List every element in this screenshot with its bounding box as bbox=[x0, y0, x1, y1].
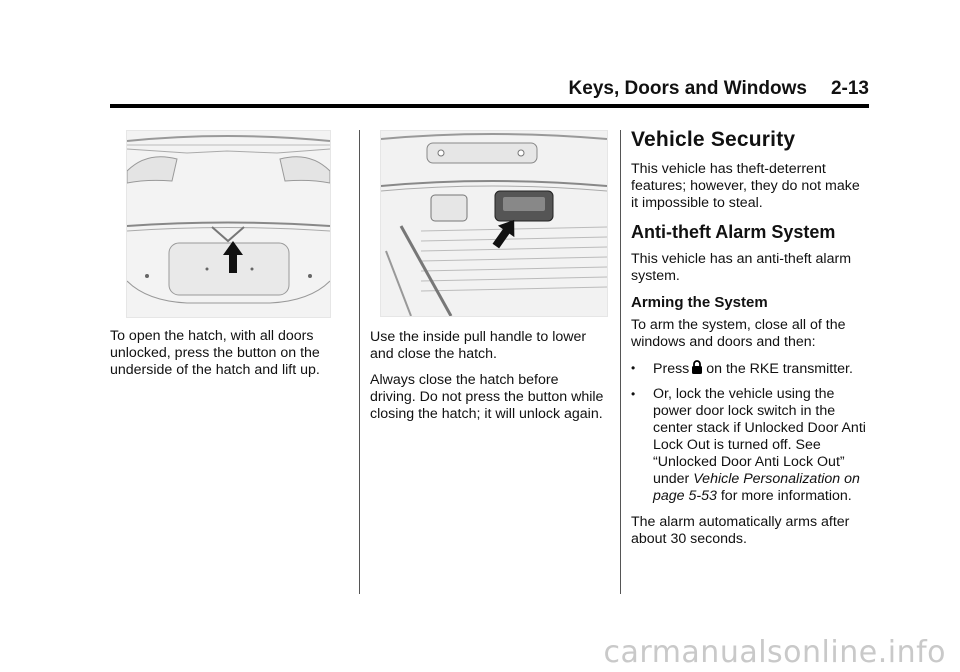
cross-reference-link[interactable]: Vehicle Personalization on page 5-53 bbox=[653, 471, 860, 504]
hatch-interior-illustration bbox=[380, 130, 608, 317]
arming-heading: Arming the System bbox=[631, 294, 768, 311]
bullet-icon: • bbox=[631, 387, 636, 401]
hatch-exterior-illustration bbox=[126, 130, 331, 318]
lock-icon bbox=[691, 360, 703, 375]
list-item-text: Press bbox=[653, 361, 690, 377]
page-number: 2-13 bbox=[830, 78, 869, 99]
list-item-text: on the RKE transmitter. bbox=[706, 361, 853, 377]
anti-theft-text: This vehicle has an anti-theft alarm system. bbox=[631, 251, 852, 284]
list-item-text: Or, lock the vehicle using the power door lock switch in the center stack if Unlocked Door Anti Lock Out is turned off. See “Unlocked Door Anti Lock Out” under bbox=[653, 386, 866, 487]
hatch-open-instructions: To open the hatch, with all doors unlocked, press the button on the underside of the hatch and lift up. bbox=[110, 328, 320, 378]
close-hatch-text: Use the inside pull handle to lower and close the hatch. bbox=[370, 329, 587, 362]
vehicle-security-heading: Vehicle Security bbox=[631, 128, 796, 151]
anti-theft-heading: Anti-theft Alarm System bbox=[631, 222, 836, 242]
column-divider-2 bbox=[620, 130, 621, 594]
arming-steps bbox=[631, 360, 869, 505]
list-item-text: for more information. bbox=[720, 488, 852, 504]
bullet-icon: • bbox=[631, 361, 636, 375]
column-left bbox=[110, 130, 350, 388]
hatch-warning-text: Always close the hatch before driving. Do not press the button while closing the hatch; it will unlock again. bbox=[370, 372, 604, 422]
arming-text: To arm the system, close all of the windows and doors and then: bbox=[631, 317, 846, 350]
page-header bbox=[110, 78, 869, 108]
section-title: Keys, Doors and Windows bbox=[568, 78, 807, 99]
column-middle bbox=[370, 130, 608, 432]
column-divider-1 bbox=[359, 130, 360, 594]
auto-arm-text: The alarm automatically arms after about 30 seconds. bbox=[631, 514, 850, 547]
vehicle-security-intro: This vehicle has theft-deterrent features; however, they do not make it impossible to steal. bbox=[631, 161, 860, 211]
column-right bbox=[631, 130, 869, 557]
list-item bbox=[631, 360, 869, 378]
watermark: carmanualsonline.info bbox=[603, 635, 946, 670]
list-item bbox=[631, 386, 869, 505]
